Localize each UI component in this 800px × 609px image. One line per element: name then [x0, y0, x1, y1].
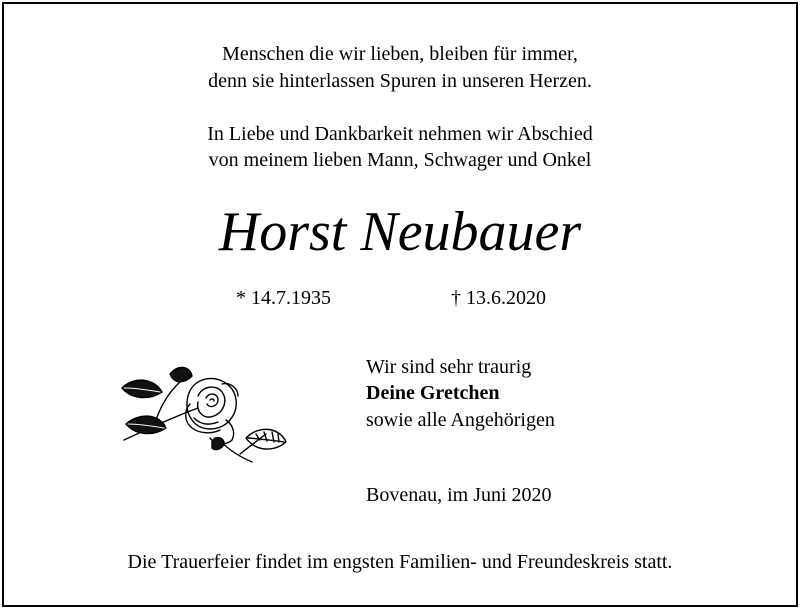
intro-line-2: denn sie hinterlassen Spuren in unseren Herzen. [208, 70, 592, 92]
mourners-line-1: Wir sind sehr traurig [366, 356, 532, 378]
place-date: Bovenau, im Juni 2020 [366, 484, 552, 506]
mourners-name: Deine Gretchen [366, 382, 500, 404]
deceased-name: Horst Neubauer [218, 201, 582, 263]
mourners-line-3: sowie alle Angehörigen [366, 409, 555, 431]
death-date: † 13.6.2020 [451, 287, 546, 309]
intro-line-4: von meinem lieben Mann, Schwager und Onkel [208, 149, 592, 171]
funeral-note: Die Trauerfeier findet im engsten Familien- und Freundeskreis statt. [127, 551, 673, 573]
intro-line-3: In Liebe und Dankbarkeit nehmen wir Abschied [207, 123, 593, 145]
birth-date: * 14.7.1935 [236, 287, 331, 309]
intro-line-1: Menschen die wir lieben, bleiben für immer, [222, 43, 578, 65]
rose-icon [114, 362, 294, 472]
